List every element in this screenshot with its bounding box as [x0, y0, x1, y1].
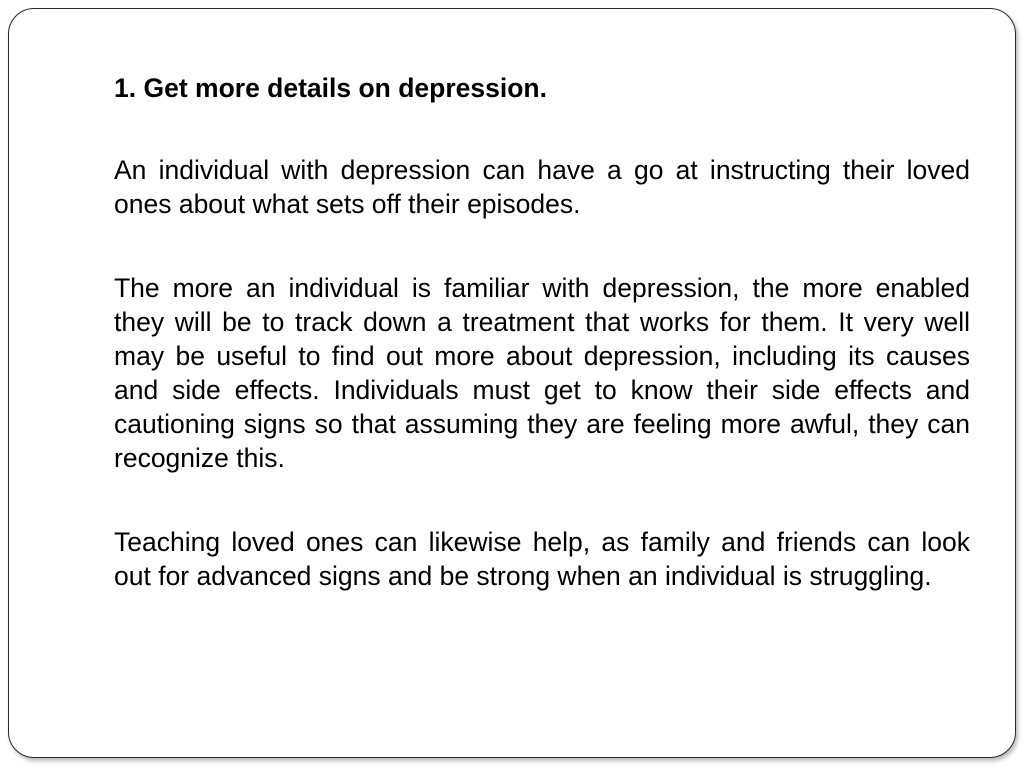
- paragraph-1: An individual with depression can have a go at instructing their loved ones about what sets off their episodes.: [114, 155, 970, 219]
- paragraph-2: The more an individual is familiar with depression, the more enabled they will be to track down a treatment that works for them. It very well may be useful to find out more about depression, including its causes and side effects. Individuals must get to know their side effects and cautioning signs so that assuming they are feeling more awful, they can recognize this.: [114, 273, 970, 473]
- slide-content: [114, 71, 970, 643]
- slide-frame: [8, 8, 1016, 758]
- paragraph-3: Teaching loved ones can likewise help, as family and friends can look out for advanced signs and be strong when an individual is struggling.: [114, 527, 970, 591]
- slide-heading: 1. Get more details on depression.: [114, 73, 547, 103]
